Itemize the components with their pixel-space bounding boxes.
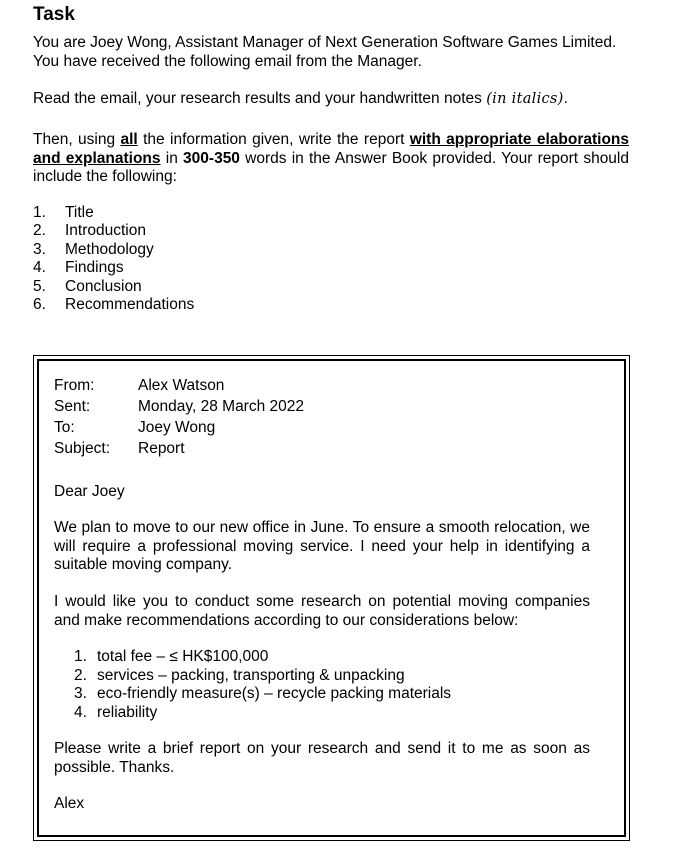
email-to-row	[54, 417, 304, 438]
list-item	[33, 296, 194, 314]
email-paragraph-2: I would like you to conduct some research on potential moving companies and make recommendations according to our considerations below:	[54, 593, 590, 629]
from-label: From:	[54, 377, 95, 394]
list-label: Findings	[65, 259, 124, 277]
read-instruction	[33, 90, 629, 109]
list-label: Methodology	[65, 240, 154, 258]
list-number: 5.	[33, 277, 46, 295]
report-sections-list	[33, 204, 194, 314]
email-subject-row	[54, 438, 304, 459]
list-number: 2.	[33, 222, 46, 240]
email-signoff: Alex	[54, 795, 85, 812]
then-text-2: the information given, write the report	[137, 131, 410, 148]
email-paragraph-1: We plan to move to our new office in June. To ensure a smooth relocation, we will require a professional moving service. I need your help in identifying a suitable moving company.	[54, 519, 590, 573]
list-label: Title	[65, 204, 94, 221]
then-text-4: words in the Answer Book provided. Your report should include the following:	[33, 149, 629, 185]
list-label: Introduction	[65, 222, 146, 240]
list-item	[33, 278, 194, 296]
sent-label: Sent:	[54, 398, 91, 415]
list-item	[74, 704, 451, 723]
sent-value: Monday, 28 March 2022	[138, 398, 305, 415]
then-text-3: in	[160, 149, 184, 167]
task-intro	[33, 34, 629, 71]
read-instruction-end: .	[563, 90, 568, 107]
task-intro-line2: You have received the following email from the Manager.	[33, 52, 422, 70]
email-from-row	[54, 375, 304, 396]
email-greeting: Dear Joey	[54, 483, 125, 500]
list-number: 3.	[33, 240, 46, 258]
list-number: 1.	[74, 648, 87, 665]
list-item	[33, 241, 194, 259]
subject-label: Subject:	[54, 440, 111, 457]
list-number: 4.	[33, 259, 46, 277]
list-label: Recommendations	[65, 295, 195, 313]
from-value: Alex Watson	[138, 377, 225, 394]
list-item	[33, 204, 194, 222]
list-label: services – packing, transporting & unpacking	[97, 666, 405, 684]
email-paragraph-3: Please write a brief report on your research and send it to me as soon as possible. Thanks.	[54, 740, 590, 776]
list-number: 1.	[33, 204, 46, 221]
list-item	[74, 685, 451, 704]
list-label: Conclusion	[65, 277, 142, 295]
then-text-1: Then, using	[33, 131, 121, 148]
then-instruction	[33, 131, 629, 187]
email-sent-row	[54, 396, 304, 417]
task-intro-line1: You are Joey Wong, Assistant Manager of Next Generation Software Games Limited.	[33, 34, 617, 51]
list-item	[74, 648, 451, 667]
then-elaboration-emphasis: with appropriate elaborations and explanations	[33, 131, 629, 167]
list-item	[33, 259, 194, 277]
list-number: 3.	[74, 685, 87, 702]
list-item	[74, 667, 451, 686]
list-number: 4.	[74, 703, 87, 721]
to-value: Joey Wong	[138, 419, 216, 436]
list-label: reliability	[97, 703, 158, 721]
list-item	[33, 222, 194, 240]
word-count: 300-350	[183, 149, 240, 167]
list-label: eco-friendly measure(s) – recycle packing materials	[97, 685, 452, 702]
email-header	[54, 375, 304, 459]
considerations-list	[74, 648, 451, 722]
list-number: 6.	[33, 295, 46, 313]
read-instruction-text: Read the email, your research results and your handwritten notes	[33, 90, 487, 107]
list-label: total fee – ≤ HK$100,000	[97, 648, 269, 665]
subject-value: Report	[138, 440, 185, 457]
task-heading: Task	[33, 4, 75, 25]
to-label: To:	[54, 419, 75, 436]
list-number: 2.	[74, 666, 87, 684]
handwritten-note: (in italics)	[486, 91, 564, 107]
then-all-emphasis: all	[120, 131, 138, 148]
